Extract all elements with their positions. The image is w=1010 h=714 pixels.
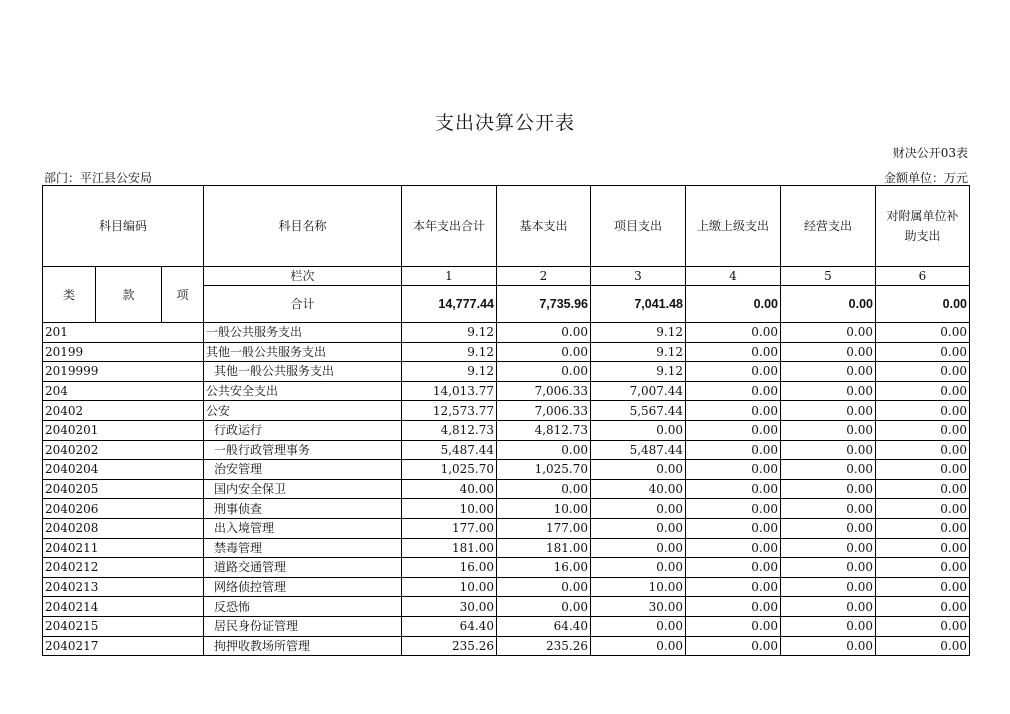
row-upper: 0.00 [686, 420, 781, 440]
row-project: 0.00 [591, 636, 686, 656]
row-basic: 181.00 [497, 538, 591, 558]
row-basic: 0.00 [497, 440, 591, 460]
row-code: 2040214 [43, 597, 204, 617]
row-code: 201 [43, 323, 204, 343]
row-total: 181.00 [402, 538, 497, 558]
row-code: 2040201 [43, 420, 204, 440]
total-business: 0.00 [781, 286, 876, 323]
row-project: 0.00 [591, 538, 686, 558]
row-total: 16.00 [402, 558, 497, 578]
table-row [43, 558, 970, 578]
row-total: 4,812.73 [402, 420, 497, 440]
row-basic: 0.00 [497, 597, 591, 617]
table-row [43, 479, 970, 499]
form-number: 财决公开03表 [892, 146, 968, 160]
row-basic: 10.00 [497, 499, 591, 519]
row-name: 刑事侦查 [204, 499, 402, 519]
row-upper: 0.00 [686, 381, 781, 401]
table-row [43, 499, 970, 519]
row-name: 公共安全支出 [204, 381, 402, 401]
table-row [43, 636, 970, 656]
row-subsidy: 0.00 [876, 538, 970, 558]
row-basic: 16.00 [497, 558, 591, 578]
row-total: 9.12 [402, 342, 497, 362]
row-business: 0.00 [781, 636, 876, 656]
header-row [43, 186, 970, 267]
header-upper: 上缴上级支出 [686, 186, 781, 267]
row-upper: 0.00 [686, 342, 781, 362]
row-basic: 235.26 [497, 636, 591, 656]
row-total: 9.12 [402, 323, 497, 343]
row-business: 0.00 [781, 401, 876, 421]
row-business: 0.00 [781, 616, 876, 636]
row-name: 禁毒管理 [204, 538, 402, 558]
row-subsidy: 0.00 [876, 616, 970, 636]
row-subsidy: 0.00 [876, 323, 970, 343]
row-name: 一般公共服务支出 [204, 323, 402, 343]
row-name: 治安管理 [204, 460, 402, 480]
table-row [43, 577, 970, 597]
row-project: 7,007.44 [591, 381, 686, 401]
row-project: 0.00 [591, 616, 686, 636]
row-subsidy: 0.00 [876, 460, 970, 480]
total-sum: 14,777.44 [402, 286, 497, 323]
row-subsidy: 0.00 [876, 499, 970, 519]
row-code: 204 [43, 381, 204, 401]
row-basic: 7,006.33 [497, 381, 591, 401]
table-row [43, 362, 970, 382]
row-total: 5,487.44 [402, 440, 497, 460]
header-xiang: 项 [162, 267, 204, 323]
row-code: 2040206 [43, 499, 204, 519]
table-row [43, 401, 970, 421]
row-project: 30.00 [591, 597, 686, 617]
row-project: 9.12 [591, 362, 686, 382]
row-upper: 0.00 [686, 362, 781, 382]
row-project: 0.00 [591, 420, 686, 440]
row-code: 2040217 [43, 636, 204, 656]
row-name: 其他一般公共服务支出 [204, 342, 402, 362]
row-business: 0.00 [781, 597, 876, 617]
table-row [43, 616, 970, 636]
row-code: 2040205 [43, 479, 204, 499]
row-total: 9.12 [402, 362, 497, 382]
row-subsidy: 0.00 [876, 420, 970, 440]
row-business: 0.00 [781, 323, 876, 343]
row-subsidy: 0.00 [876, 518, 970, 538]
row-code: 2040208 [43, 518, 204, 538]
row-upper: 0.00 [686, 636, 781, 656]
header-project: 项目支出 [591, 186, 686, 267]
row-upper: 0.00 [686, 538, 781, 558]
col-number-1: 1 [402, 267, 497, 286]
table-row [43, 440, 970, 460]
header-total: 本年支出合计 [402, 186, 497, 267]
row-name: 公安 [204, 401, 402, 421]
row-business: 0.00 [781, 420, 876, 440]
row-name: 其他一般公共服务支出 [204, 362, 402, 382]
row-total: 177.00 [402, 518, 497, 538]
row-upper: 0.00 [686, 401, 781, 421]
header-lanci: 栏次 [204, 267, 402, 286]
page-title: 支出决算公开表 [434, 112, 575, 134]
header-lei: 类 [43, 267, 96, 323]
row-project: 0.00 [591, 518, 686, 538]
row-code: 20199 [43, 342, 204, 362]
row-business: 0.00 [781, 342, 876, 362]
row-project: 0.00 [591, 460, 686, 480]
col-number-6: 6 [876, 267, 970, 286]
row-project: 0.00 [591, 558, 686, 578]
row-basic: 7,006.33 [497, 401, 591, 421]
row-code: 2040215 [43, 616, 204, 636]
table-row [43, 381, 970, 401]
row-name: 网络侦控管理 [204, 577, 402, 597]
row-subsidy: 0.00 [876, 597, 970, 617]
row-upper: 0.00 [686, 616, 781, 636]
row-total: 30.00 [402, 597, 497, 617]
row-basic: 64.40 [497, 616, 591, 636]
row-name: 国内安全保卫 [204, 479, 402, 499]
table-row [43, 597, 970, 617]
row-project: 5,487.44 [591, 440, 686, 460]
row-business: 0.00 [781, 460, 876, 480]
table-row [43, 538, 970, 558]
row-upper: 0.00 [686, 440, 781, 460]
row-basic: 1,025.70 [497, 460, 591, 480]
table-row [43, 342, 970, 362]
row-code: 2040204 [43, 460, 204, 480]
header-kuan: 款 [96, 267, 162, 323]
row-name: 居民身份证管理 [204, 616, 402, 636]
total-subsidy: 0.00 [876, 286, 970, 323]
row-code: 2040213 [43, 577, 204, 597]
header-subsidy: 对附属单位补助支出 [876, 186, 970, 267]
row-total: 12,573.77 [402, 401, 497, 421]
row-business: 0.00 [781, 518, 876, 538]
row-basic: 0.00 [497, 362, 591, 382]
row-name: 一般行政管理事务 [204, 440, 402, 460]
header-business: 经营支出 [781, 186, 876, 267]
row-total: 14,013.77 [402, 381, 497, 401]
table-row [43, 323, 970, 343]
total-basic: 7,735.96 [497, 286, 591, 323]
header-code: 科目编码 [43, 186, 204, 267]
row-upper: 0.00 [686, 479, 781, 499]
row-project: 10.00 [591, 577, 686, 597]
row-upper: 0.00 [686, 499, 781, 519]
row-basic: 4,812.73 [497, 420, 591, 440]
row-name: 拘押收教场所管理 [204, 636, 402, 656]
row-business: 0.00 [781, 558, 876, 578]
row-total: 10.00 [402, 499, 497, 519]
row-subsidy: 0.00 [876, 577, 970, 597]
total-project: 7,041.48 [591, 286, 686, 323]
row-project: 5,567.44 [591, 401, 686, 421]
col-number-2: 2 [497, 267, 591, 286]
row-upper: 0.00 [686, 577, 781, 597]
row-code: 20402 [43, 401, 204, 421]
row-upper: 0.00 [686, 597, 781, 617]
row-code: 2040212 [43, 558, 204, 578]
row-upper: 0.00 [686, 460, 781, 480]
row-total: 235.26 [402, 636, 497, 656]
row-subsidy: 0.00 [876, 636, 970, 656]
row-name: 道路交通管理 [204, 558, 402, 578]
col-number-3: 3 [591, 267, 686, 286]
row-business: 0.00 [781, 479, 876, 499]
row-name: 反恐怖 [204, 597, 402, 617]
row-subsidy: 0.00 [876, 362, 970, 382]
total-upper: 0.00 [686, 286, 781, 323]
row-subsidy: 0.00 [876, 440, 970, 460]
department-label: 部门：平江县公安局 [44, 171, 153, 185]
row-project: 0.00 [591, 499, 686, 519]
row-name: 行政运行 [204, 420, 402, 440]
header-name: 科目名称 [204, 186, 402, 267]
row-subsidy: 0.00 [876, 479, 970, 499]
total-label: 合计 [204, 286, 402, 323]
row-upper: 0.00 [686, 323, 781, 343]
row-code: 2040202 [43, 440, 204, 460]
row-total: 10.00 [402, 577, 497, 597]
row-total: 40.00 [402, 479, 497, 499]
row-upper: 0.00 [686, 558, 781, 578]
row-project: 40.00 [591, 479, 686, 499]
row-subsidy: 0.00 [876, 401, 970, 421]
row-basic: 0.00 [497, 323, 591, 343]
unit-label: 金额单位：万元 [883, 171, 968, 185]
row-code: 2040211 [43, 538, 204, 558]
table-row [43, 460, 970, 480]
row-total: 1,025.70 [402, 460, 497, 480]
row-basic: 177.00 [497, 518, 591, 538]
row-total: 64.40 [402, 616, 497, 636]
row-business: 0.00 [781, 381, 876, 401]
row-subsidy: 0.00 [876, 558, 970, 578]
row-basic: 0.00 [497, 479, 591, 499]
table-row [43, 518, 970, 538]
expenditure-table [42, 185, 970, 656]
col-number-4: 4 [686, 267, 781, 286]
row-business: 0.00 [781, 362, 876, 382]
row-basic: 0.00 [497, 577, 591, 597]
row-subsidy: 0.00 [876, 381, 970, 401]
col-number-5: 5 [781, 267, 876, 286]
row-upper: 0.00 [686, 518, 781, 538]
row-name: 出入境管理 [204, 518, 402, 538]
row-business: 0.00 [781, 440, 876, 460]
row-project: 9.12 [591, 323, 686, 343]
header-basic: 基本支出 [497, 186, 591, 267]
column-number-row [43, 267, 970, 286]
row-business: 0.00 [781, 499, 876, 519]
row-business: 0.00 [781, 577, 876, 597]
row-basic: 0.00 [497, 342, 591, 362]
table-row [43, 420, 970, 440]
row-business: 0.00 [781, 538, 876, 558]
row-subsidy: 0.00 [876, 342, 970, 362]
row-code: 2019999 [43, 362, 204, 382]
row-project: 9.12 [591, 342, 686, 362]
